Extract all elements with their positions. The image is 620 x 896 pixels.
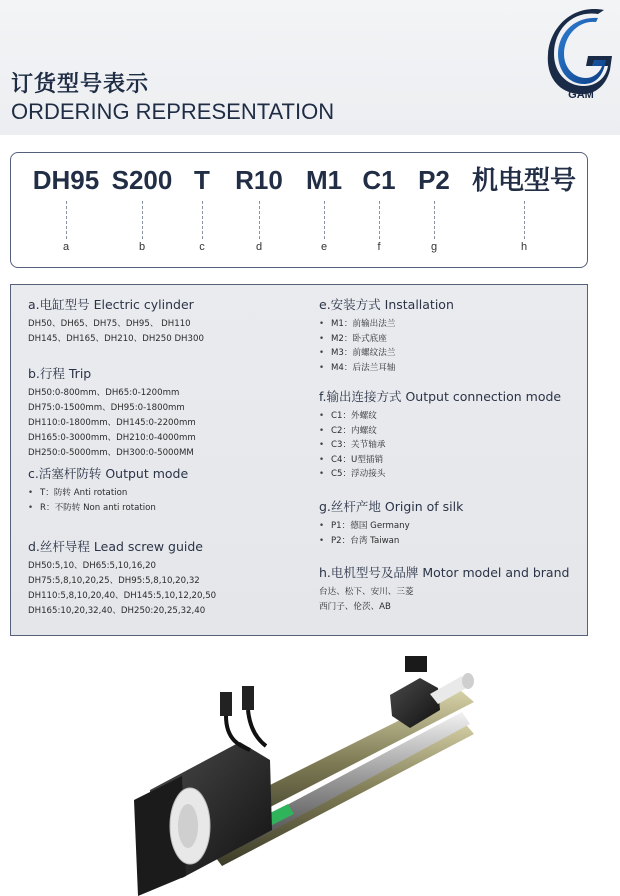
section-title: h.电机型号及品牌 Motor model and brand — [319, 565, 570, 580]
segment-code: M1 — [305, 165, 343, 195]
dashed-connector — [202, 201, 203, 239]
section-line: 台达、松下、安川、三菱 — [319, 587, 414, 597]
segment-letter: f — [377, 241, 381, 253]
section-line: DH50:5,10、DH65:5,10,16,20 — [28, 561, 157, 571]
segment-letter: e — [320, 241, 328, 253]
bullet-item: • R：不防转 Non anti rotation — [28, 502, 156, 513]
segment-code: C1 — [362, 165, 396, 195]
section-title: e.安装方式 Installation — [319, 297, 454, 312]
section-h-motor-model — [319, 565, 569, 615]
ordering-details-panel — [10, 284, 588, 636]
section-line: DH250:0-5000mm、DH300:0-5000MM — [28, 448, 194, 458]
code-segment-a — [26, 165, 106, 253]
code-segment-g — [394, 165, 474, 253]
dashed-connector — [259, 201, 260, 239]
bullet-item: • P2：台湾 Taiwan — [319, 535, 400, 546]
segment-letter: b — [138, 241, 146, 253]
segment-code: S200 — [111, 165, 173, 195]
section-line: DH50:0-800mm、DH65:0-1200mm — [28, 388, 180, 398]
section-line: DH75:0-1500mm、DH95:0-1800mm — [28, 403, 185, 413]
section-f-output-connection — [319, 389, 561, 482]
bullet-item: • C1：外螺纹 — [319, 411, 377, 421]
section-a-electric-cylinder — [28, 297, 204, 347]
dashed-connector — [66, 201, 67, 239]
dashed-connector — [379, 201, 380, 239]
segment-letter: g — [430, 241, 438, 253]
logo-text: GAM — [568, 89, 594, 101]
code-segment-h — [464, 165, 584, 253]
bullet-item: • T：防转 Anti rotation — [28, 488, 128, 498]
dashed-connector — [434, 201, 435, 239]
section-lines — [319, 585, 569, 615]
segment-letter: h — [520, 241, 528, 253]
section-line: DH110:0-1800mm、DH145:0-2200mm — [28, 418, 196, 428]
segment-code: DH95 — [32, 165, 100, 195]
dashed-connector — [324, 201, 325, 239]
bullet-item: • C3：关节轴承 — [319, 440, 386, 451]
dashed-connector — [524, 201, 525, 239]
bullet-item: • C2：内螺纹 — [319, 425, 377, 436]
bullet-item: • M4：后法兰耳轴 — [319, 362, 396, 373]
section-c-output-mode — [28, 466, 188, 515]
section-title: f.输出连接方式 Output connection mode — [319, 389, 562, 404]
segment-letter: c — [199, 241, 205, 253]
section-bullets — [319, 519, 463, 548]
segment-code: T — [194, 165, 210, 195]
dashed-connector — [142, 201, 143, 239]
section-title: g.丝杆产地 Origin of silk — [319, 499, 464, 514]
model-code-box — [10, 152, 588, 268]
section-line: DH165:0-3000mm、DH210:0-4000mm — [28, 433, 196, 443]
segment-code: R10 — [235, 165, 283, 195]
section-lines — [28, 317, 204, 347]
segment-letter: d — [255, 241, 263, 253]
section-title: c.活塞杆防转 Output mode — [28, 466, 189, 481]
section-g-origin-of-silk — [319, 499, 463, 548]
bullet-item: • M1：前输出法兰 — [319, 319, 396, 329]
bullet-item: • M2：卧式底座 — [319, 333, 387, 344]
section-lines — [28, 559, 216, 619]
section-title: d.丝杆导程 Lead screw guide — [28, 539, 203, 554]
section-bullets — [28, 486, 188, 515]
section-line: DH110:5,8,10,20,40、DH145:5,10,12,20,50 — [28, 591, 217, 601]
bullet-item: • C4：U型插销 — [319, 454, 384, 465]
section-b-trip — [28, 366, 196, 461]
bullet-item: • M3：前螺纹法兰 — [319, 348, 396, 359]
section-line: DH145、DH165、DH210、DH250 DH300 — [28, 334, 204, 344]
section-lines — [28, 386, 196, 461]
section-line: DH75:5,8,10,20,25、DH95:5,8,10,20,32 — [28, 576, 200, 586]
page-title-cn: 订货型号表示 — [11, 72, 150, 97]
segment-code: P2 — [418, 165, 450, 195]
electric-cylinder-image — [90, 650, 530, 896]
segment-letter: a — [62, 241, 70, 253]
section-title: b.行程 Trip — [28, 366, 92, 381]
section-line: DH50、DH65、DH75、DH95、 DH110 — [28, 319, 191, 329]
section-bullets — [319, 317, 454, 375]
section-e-installation — [319, 297, 454, 375]
bullet-item: • C5：浮动接头 — [319, 469, 386, 480]
segment-code: 机电型号 — [471, 165, 576, 195]
section-d-lead-screw-guide — [28, 539, 216, 619]
section-line: 西门子、伦茨、AB — [319, 602, 391, 612]
section-title: a.电缸型号 Electric cylinder — [28, 297, 194, 312]
bullet-item: • P1：德国 Germany — [319, 521, 410, 531]
section-line: DH165:10,20,32,40、DH250:20,25,32,40 — [28, 606, 206, 616]
page-title-en: ORDERING REPRESENTATION — [11, 99, 335, 124]
section-bullets — [319, 409, 561, 482]
